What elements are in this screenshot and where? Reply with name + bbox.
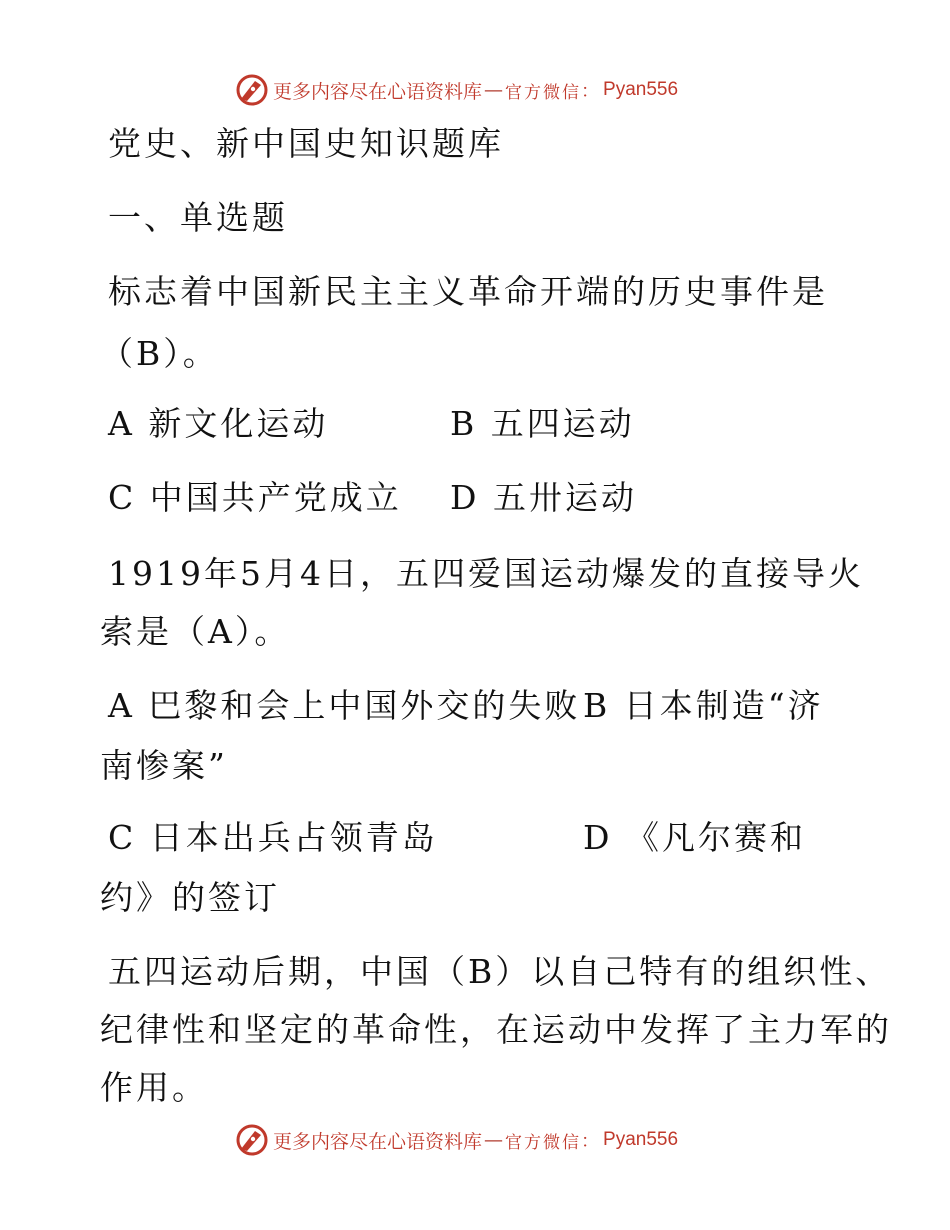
question-1-options-row-1 xyxy=(0,404,950,444)
question-1-line-1: 标志着中国新民主主义革命开端的历史事件是 xyxy=(108,272,828,311)
question-1-options-row-2 xyxy=(0,478,950,518)
watermark-site: 更多内容尽在心语资料库 xyxy=(273,80,483,103)
watermark-wechat-id: Pyan556 xyxy=(603,79,679,100)
watermark-banner-top xyxy=(235,72,678,108)
watermark-wechat-id: Pyan556 xyxy=(603,1129,679,1150)
question-2-line-1: 1919年5月4日，五四爱国运动爆发的直接导火 xyxy=(108,554,864,593)
watermark-colon: ： xyxy=(581,1131,600,1152)
option-b-continued: 南惨案” xyxy=(100,746,228,785)
watermark-site: 更多内容尽在心语资料库 xyxy=(273,1130,483,1153)
watermark-wechat-label: 官方微信 xyxy=(505,1132,582,1153)
question-2-options-row-2 xyxy=(0,818,950,858)
option-c: C 中国共产党成立 xyxy=(108,478,402,517)
question-2-line-2: 索是（A）。 xyxy=(100,612,291,651)
option-c: C 日本出兵占领青岛 xyxy=(108,818,438,857)
question-3-line-2: 纪律性和坚定的革命性，在运动中发挥了主力军的 xyxy=(100,1010,892,1049)
pen-nib-circle-icon xyxy=(235,73,269,107)
question-2-options-row-1 xyxy=(0,686,950,726)
question-1-line-2: （B）。 xyxy=(100,334,219,373)
watermark-separator: — xyxy=(484,1129,504,1151)
option-d: D 五卅运动 xyxy=(450,478,637,517)
option-b: B 日本制造“济 xyxy=(583,686,824,725)
page-title: 党史、新中国史知识题库 xyxy=(108,124,504,163)
pen-nib-circle-icon xyxy=(235,1123,269,1157)
watermark-banner-bottom xyxy=(235,1122,678,1158)
section-heading: 一、单选题 xyxy=(108,198,288,237)
option-b: B 五四运动 xyxy=(450,404,635,443)
watermark-colon: ： xyxy=(581,81,600,102)
option-d: D 《凡尔赛和 xyxy=(583,818,806,857)
option-a: A 新文化运动 xyxy=(108,404,329,443)
watermark-separator: — xyxy=(484,79,504,101)
option-a: A 巴黎和会上中国外交的失败 xyxy=(108,686,581,725)
question-3-line-3: 作用。 xyxy=(100,1068,208,1107)
question-3-line-1: 五四运动后期，中国（B）以自己特有的组织性、 xyxy=(108,952,892,991)
option-d-continued: 约》的签订 xyxy=(100,878,280,917)
watermark-wechat-label: 官方微信 xyxy=(505,82,582,103)
